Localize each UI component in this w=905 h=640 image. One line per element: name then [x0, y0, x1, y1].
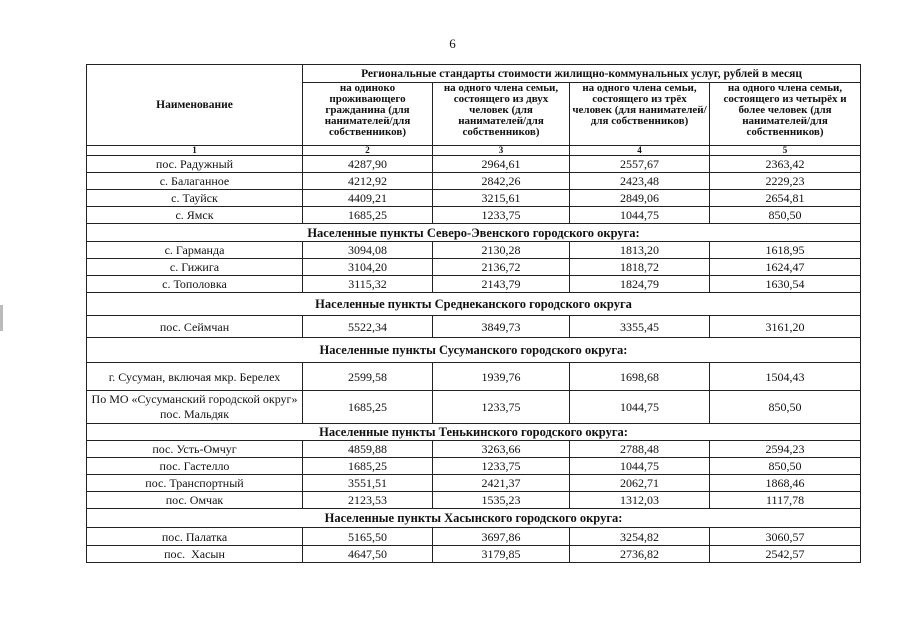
value-two-persons: 2842,26 — [433, 173, 570, 190]
value-two-persons: 3849,73 — [433, 316, 570, 338]
value-two-persons: 3697,86 — [433, 528, 570, 546]
value-two-persons: 2136,72 — [433, 259, 570, 276]
value-single: 4287,90 — [303, 156, 433, 173]
settlement-name: пос. Гастелло — [87, 458, 303, 475]
value-two-persons: 1233,75 — [433, 391, 570, 424]
value-two-persons: 2143,79 — [433, 276, 570, 293]
settlement-name: с. Гарманда — [87, 242, 303, 259]
value-two-persons: 3179,85 — [433, 546, 570, 563]
settlement-name: пос. Транспортный — [87, 475, 303, 492]
column-number: 5 — [710, 146, 861, 156]
value-four-plus-persons: 850,50 — [710, 391, 861, 424]
value-two-persons: 2964,61 — [433, 156, 570, 173]
value-four-plus-persons: 2363,42 — [710, 156, 861, 173]
value-four-plus-persons: 2654,81 — [710, 190, 861, 207]
settlement-name: пос. Радужный — [87, 156, 303, 173]
column-header-single: на одиноко проживающего гражданина (для нанимателей/для собственников) — [303, 83, 433, 146]
value-two-persons: 1233,75 — [433, 458, 570, 475]
column-header-four-plus-persons: на одного члена семьи, состоящего из четырёх и более человек (для нанимателей/для собственников) — [710, 83, 861, 146]
value-three-persons: 1044,75 — [570, 207, 710, 224]
section-heading: Населенные пункты Тенькинского городского округа: — [87, 424, 861, 441]
value-three-persons: 1312,03 — [570, 492, 710, 509]
value-three-persons: 3254,82 — [570, 528, 710, 546]
value-two-persons: 1939,76 — [433, 363, 570, 391]
settlement-name: По МО «Сусуманский городской округ» пос. Мальдяк — [87, 391, 303, 424]
page-number: 6 — [449, 36, 456, 51]
value-two-persons: 2130,28 — [433, 242, 570, 259]
section-heading: Населенные пункты Сусуманского городского округа: — [87, 338, 861, 363]
value-two-persons: 1535,23 — [433, 492, 570, 509]
settlement-name: пос. Омчак — [87, 492, 303, 509]
settlement-name: г. Сусуман, включая мкр. Берелех — [87, 363, 303, 391]
column-number: 1 — [87, 146, 303, 156]
value-three-persons: 1044,75 — [570, 391, 710, 424]
value-four-plus-persons: 3060,57 — [710, 528, 861, 546]
value-two-persons: 1233,75 — [433, 207, 570, 224]
value-four-plus-persons: 1630,54 — [710, 276, 861, 293]
value-three-persons: 2788,48 — [570, 441, 710, 458]
value-three-persons: 1698,68 — [570, 363, 710, 391]
column-header-three-persons: на одного члена семьи, состоящего из трёх человек (для нанимателей/для собственников) — [570, 83, 710, 146]
value-single: 3115,32 — [303, 276, 433, 293]
column-header-two-persons: на одного члена семьи, состоящего из двух человек (для нанимателей/для собственников) — [433, 83, 570, 146]
value-single: 3551,51 — [303, 475, 433, 492]
value-four-plus-persons: 1624,47 — [710, 259, 861, 276]
value-three-persons: 1813,20 — [570, 242, 710, 259]
column-number: 2 — [303, 146, 433, 156]
value-three-persons: 2423,48 — [570, 173, 710, 190]
value-three-persons: 2557,67 — [570, 156, 710, 173]
scan-margin-mark — [0, 305, 3, 331]
value-four-plus-persons: 850,50 — [710, 458, 861, 475]
value-two-persons: 3263,66 — [433, 441, 570, 458]
settlement-name: с. Гижига — [87, 259, 303, 276]
value-three-persons: 1818,72 — [570, 259, 710, 276]
column-number: 4 — [570, 146, 710, 156]
settlement-name: пос. Палатка — [87, 528, 303, 546]
settlement-name: пос. Усть-Омчуг — [87, 441, 303, 458]
value-single: 4647,50 — [303, 546, 433, 563]
value-three-persons: 2849,06 — [570, 190, 710, 207]
value-four-plus-persons: 2542,57 — [710, 546, 861, 563]
value-three-persons: 1824,79 — [570, 276, 710, 293]
value-four-plus-persons: 1117,78 — [710, 492, 861, 509]
settlement-name: пос. Сеймчан — [87, 316, 303, 338]
group-header: Региональные стандарты стоимости жилищно-коммунальных услуг, рублей в месяц — [303, 65, 861, 83]
section-heading: Населенные пункты Северо-Эвенского городского округа: — [87, 224, 861, 242]
value-three-persons: 2736,82 — [570, 546, 710, 563]
column-number: 3 — [433, 146, 570, 156]
value-single: 2123,53 — [303, 492, 433, 509]
value-single: 4859,88 — [303, 441, 433, 458]
value-four-plus-persons: 1868,46 — [710, 475, 861, 492]
settlement-name: с. Тополовка — [87, 276, 303, 293]
value-two-persons: 2421,37 — [433, 475, 570, 492]
settlement-name: с. Ямск — [87, 207, 303, 224]
value-single: 1685,25 — [303, 458, 433, 475]
value-single: 1685,25 — [303, 391, 433, 424]
value-single: 1685,25 — [303, 207, 433, 224]
value-three-persons: 1044,75 — [570, 458, 710, 475]
name-column-header: Наименование — [87, 65, 303, 146]
value-single: 2599,58 — [303, 363, 433, 391]
value-single: 3094,08 — [303, 242, 433, 259]
value-three-persons: 3355,45 — [570, 316, 710, 338]
value-single: 3104,20 — [303, 259, 433, 276]
value-four-plus-persons: 850,50 — [710, 207, 861, 224]
value-four-plus-persons: 3161,20 — [710, 316, 861, 338]
value-single: 4409,21 — [303, 190, 433, 207]
section-heading: Населенные пункты Хасынского городского округа: — [87, 509, 861, 528]
value-four-plus-persons: 2594,23 — [710, 441, 861, 458]
value-two-persons: 3215,61 — [433, 190, 570, 207]
value-four-plus-persons: 2229,23 — [710, 173, 861, 190]
settlement-name: пос. Хасын — [87, 546, 303, 563]
section-heading: Населенные пункты Среднеканского городского округа — [87, 293, 861, 316]
settlement-name: с. Балаганное — [87, 173, 303, 190]
housing-cost-standards-table — [86, 64, 861, 563]
value-single: 5522,34 — [303, 316, 433, 338]
value-single: 4212,92 — [303, 173, 433, 190]
value-single: 5165,50 — [303, 528, 433, 546]
value-four-plus-persons: 1618,95 — [710, 242, 861, 259]
value-three-persons: 2062,71 — [570, 475, 710, 492]
settlement-name: с. Тауйск — [87, 190, 303, 207]
value-four-plus-persons: 1504,43 — [710, 363, 861, 391]
